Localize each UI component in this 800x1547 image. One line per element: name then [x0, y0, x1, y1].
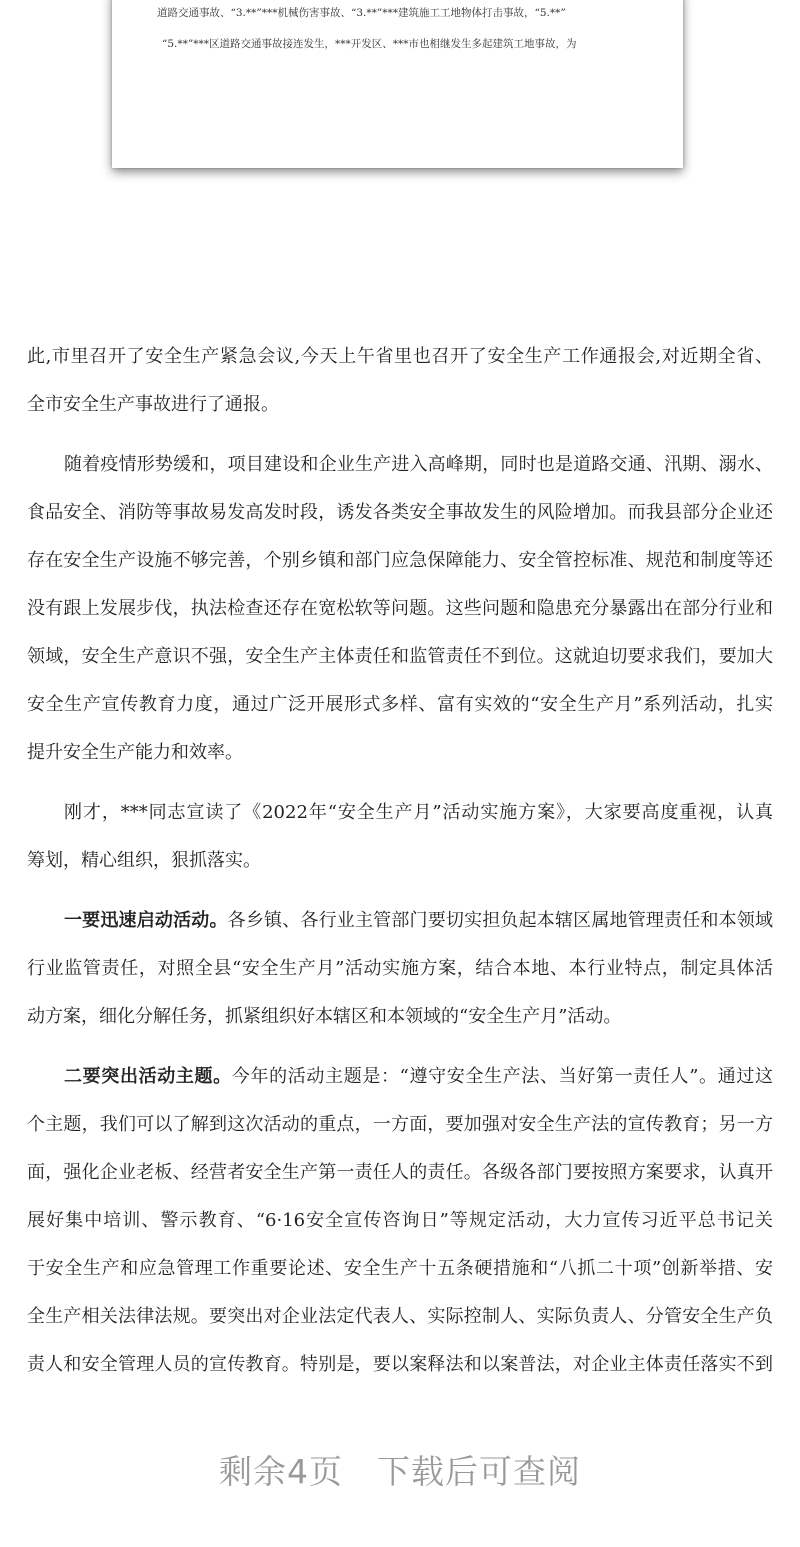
line-text: 此,市里召开了安全生产紧急会议,今天上午省里也召开了安全生产工作通报会,对近期全省、: [27, 346, 773, 367]
paragraph: [27, 338, 773, 434]
text-line: [27, 494, 773, 542]
text-line: [27, 638, 773, 686]
text-line: [27, 542, 773, 590]
line-text: 面，强化企业老板、经营者安全生产第一责任人的责任。各级各部门要按照方案要求，认真开: [27, 1162, 773, 1183]
card-line: 道路交通事故、“3.**”***机械伤害事故、“3.**”***建筑施工工地物体打击事故，“5.**”: [157, 7, 566, 19]
line-text: 领域，安全生产意识不强，安全生产主体责任和监管责任不到位。这就迫切要求我们，要加大: [27, 646, 773, 667]
line-text: 食品安全、消防等事故易发高发时段，诱发各类安全事故发生的风险增加。而我县部分企业还: [27, 502, 773, 523]
paragraph: [27, 794, 773, 890]
text-line: [27, 1346, 773, 1394]
download-prompt[interactable]: [0, 1446, 800, 1493]
paragraph-lead: 一要迅速启动活动。: [64, 910, 228, 931]
line-text: 存在安全生产设施不够完善，个别乡镇和部门应急保障能力、安全管控标准、规范和制度等还: [27, 550, 773, 571]
line-text: 责人和安全管理人员的宣传教育。特别是，要以案释法和以案普法，对企业主体责任落实不到: [27, 1354, 773, 1375]
text-line: [27, 686, 773, 734]
document-body: [27, 338, 773, 1406]
text-line: [27, 998, 773, 1046]
line-text: 动方案，细化分解任务，抓紧组织好本辖区和本领域的“安全生产月”活动。: [27, 1006, 622, 1027]
paragraph: [27, 1058, 773, 1394]
text-line: [27, 1154, 773, 1202]
line-text: 今年的活动主题是：“遵守安全生产法、当好第一责任人”。通过这: [231, 1066, 773, 1087]
paragraph: [27, 446, 773, 782]
line-text: 行业监管责任，对照全县“安全生产月”活动实施方案，结合本地、本行业特点，制定具体活: [27, 958, 773, 979]
text-line: [27, 950, 773, 998]
line-text: 提升安全生产能力和效率。: [27, 742, 243, 763]
text-line: [27, 338, 773, 386]
line-text: 筹划，精心组织，狠抓落实。: [27, 850, 261, 871]
line-text: 没有跟上发展步伐，执法检查还存在宽松软等问题。这些问题和隐患充分暴露出在部分行业和: [27, 598, 773, 619]
card-line: “5.**”***区道路交通事故接连发生，***开发区、***市也相继发生多起建筑工地事故，为: [162, 38, 577, 50]
text-line: [27, 446, 773, 494]
line-text: 安全生产宣传教育力度，通过广泛开展形式多样、富有实效的“安全生产月”系列活动，扎实: [27, 694, 773, 715]
text-line: [27, 590, 773, 638]
line-text: 刚才，***同志宣读了《2022年“安全生产月”活动实施方案》，大家要高度重视，认真: [64, 802, 773, 823]
text-line: [27, 734, 773, 782]
paragraph-lead: 二要突出活动主题。: [64, 1066, 232, 1087]
line-text: 各乡镇、各行业主管部门要切实担负起本辖区属地管理责任和本领域: [227, 910, 773, 931]
text-line: [27, 1058, 773, 1106]
text-line: [27, 1250, 773, 1298]
download-to-view-label[interactable]: 下载后可查阅: [377, 1452, 581, 1491]
line-text: 个主题，我们可以了解到这次活动的重点，一方面，要加强对安全生产法的宣传教育；另一方: [27, 1114, 773, 1135]
line-text: 全生产相关法律法规。要突出对企业法定代表人、实际控制人、实际负责人、分管安全生产负: [27, 1306, 773, 1327]
text-line: [27, 1202, 773, 1250]
text-line: [27, 794, 773, 842]
line-text: 于安全生产和应急管理工作重要论述、安全生产十五条硬措施和“八抓二十项”创新举措、安: [27, 1258, 773, 1279]
remaining-pages-label: 剩余4页: [219, 1452, 343, 1491]
text-line: [27, 386, 773, 434]
line-text: 随着疫情形势缓和，项目建设和企业生产进入高峰期，同时也是道路交通、汛期、溺水、: [64, 454, 773, 475]
line-text: 展好集中培训、警示教育、“6·16安全宣传咨询日”等规定活动，大力宣传习近平总书记关: [27, 1210, 773, 1231]
text-line: [27, 1106, 773, 1154]
text-line: [27, 1298, 773, 1346]
text-line: [27, 902, 773, 950]
paragraph: [27, 902, 773, 1046]
preview-page-card: [112, 0, 683, 168]
text-line: [27, 842, 773, 890]
line-text: 全市安全生产事故进行了通报。: [27, 394, 279, 415]
